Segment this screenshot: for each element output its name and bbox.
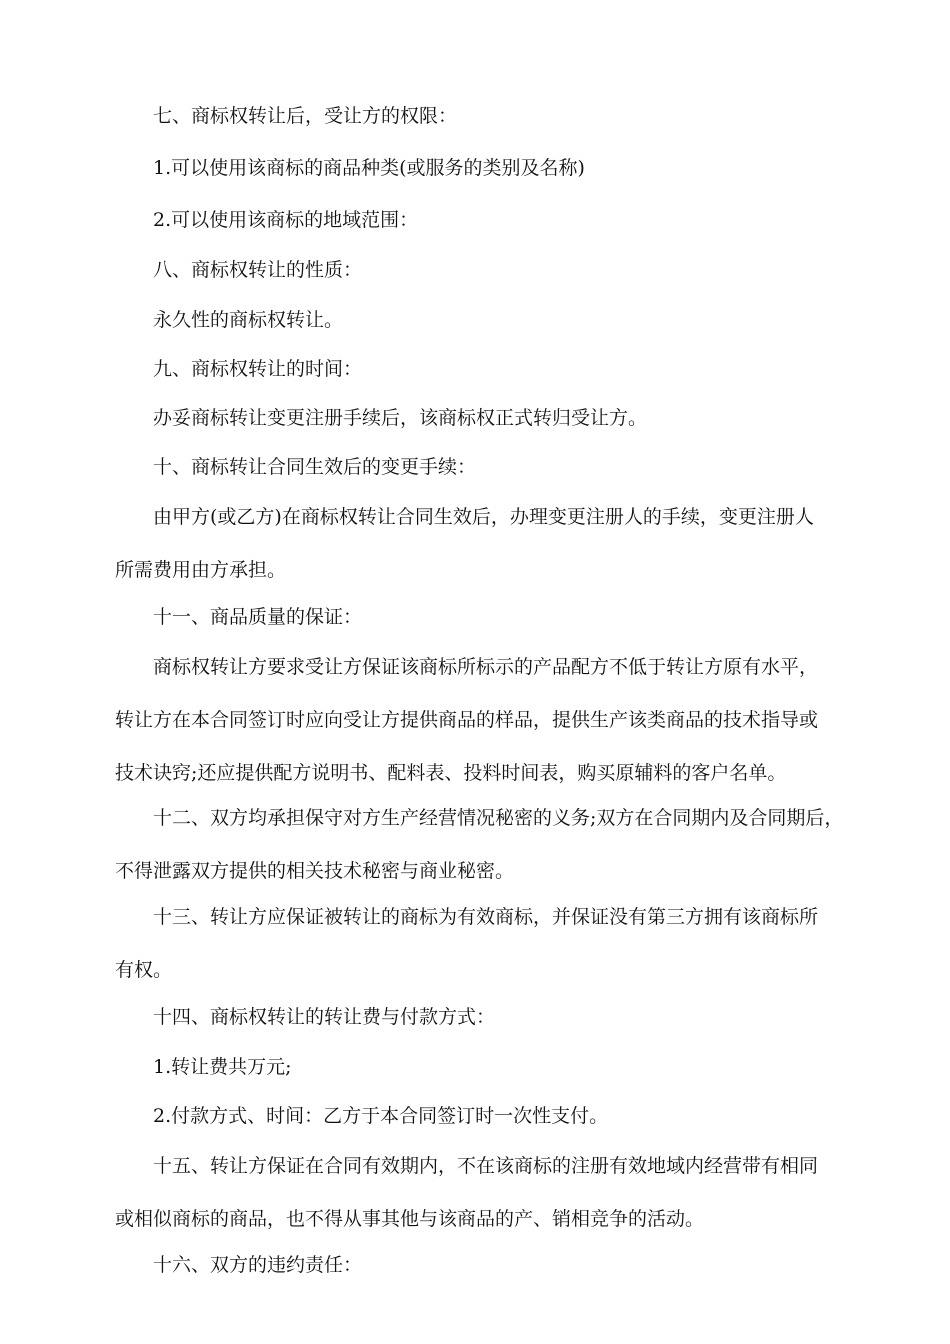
clause-10-body xyxy=(115,505,845,582)
clause-15 xyxy=(115,1154,845,1231)
clause-14-item-1 xyxy=(115,1055,845,1079)
clause-12 xyxy=(115,806,845,883)
text-line: 九、商标权转让的时间： xyxy=(153,358,363,380)
clause-11-heading xyxy=(115,605,845,629)
text-line: 十五、转让方保证在合同有效期内，不在该商标的注册有效地域内经营带有相同 xyxy=(153,1155,819,1177)
text-line: 十一、商品质量的保证： xyxy=(153,606,363,628)
text-line: 办妥商标转让变更注册手续后，该商标权正式转归受让方。 xyxy=(153,407,648,429)
clause-10-heading xyxy=(115,455,845,479)
text-line: 十二、双方均承担保守对方生产经营情况秘密的义务;双方在合同期内及合同期后， xyxy=(153,807,844,829)
text-line: 2.可以使用该商标的地域范围： xyxy=(153,209,419,231)
text-line: 十六、双方的违约责任： xyxy=(153,1254,363,1276)
clause-7-item-1 xyxy=(115,156,845,180)
text-line: 不得泄露双方提供的相关技术秘密与商业秘密。 xyxy=(115,860,515,882)
clause-7-item-2 xyxy=(115,208,845,232)
clause-13 xyxy=(115,905,845,982)
text-line: 十四、商标权转让的转让费与付款方式： xyxy=(153,1006,496,1028)
text-line: 转让方在本合同签订时应向受让方提供商品的样品，提供生产该类商品的技术指导或 xyxy=(115,709,819,731)
text-line: 1.转让费共万元; xyxy=(153,1056,292,1078)
clause-9-body xyxy=(115,406,845,430)
text-line: 2.付款方式、时间：乙方于本合同签订时一次性支付。 xyxy=(153,1105,609,1127)
clause-7-heading xyxy=(115,104,845,128)
text-line: 七、商标权转让后，受让方的权限： xyxy=(153,105,458,127)
text-line: 或相似商标的商品，也不得从事其他与该商品的产、销相竞争的活动。 xyxy=(115,1208,705,1230)
clause-8-body xyxy=(115,308,845,332)
text-line: 由甲方(或乙方)在商标权转让合同生效后，办理变更注册人的手续，变更注册人 xyxy=(153,506,814,528)
clause-14-item-2 xyxy=(115,1104,845,1128)
text-line: 所需费用由方承担。 xyxy=(115,559,287,581)
clause-8-heading xyxy=(115,258,845,282)
text-line: 八、商标权转让的性质： xyxy=(153,259,363,281)
clause-16-heading xyxy=(115,1253,845,1277)
text-line: 技术诀窍;还应提供配方说明书、配料表、投料时间表，购买原辅料的客户名单。 xyxy=(115,762,787,784)
text-line: 商标权转让方要求受让方保证该商标所标示的产品配方不低于转让方原有水平， xyxy=(153,656,819,678)
text-line: 永久性的商标权转让。 xyxy=(153,309,344,331)
clause-9-heading xyxy=(115,357,845,381)
text-line: 有权。 xyxy=(115,959,173,981)
clause-14-heading xyxy=(115,1005,845,1029)
text-line: 1.可以使用该商标的商品种类(或服务的类别及名称) xyxy=(153,157,585,179)
text-line: 十三、转让方应保证被转让的商标为有效商标，并保证没有第三方拥有该商标所 xyxy=(153,906,819,928)
clause-11-body xyxy=(115,655,845,785)
text-line: 十、商标转让合同生效后的变更手续： xyxy=(153,456,477,478)
